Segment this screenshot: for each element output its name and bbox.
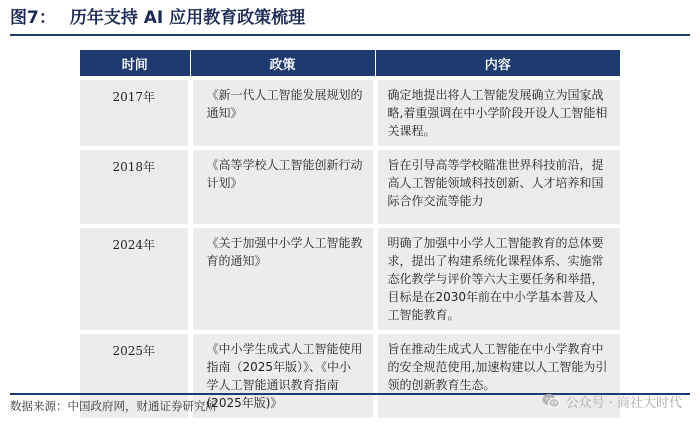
table-row (80, 78, 620, 148)
row-content: 旨在引导高等学校瞄准世界科技前沿，提高人工智能领域科技创新、人才培养和国际合作交流等能力 (375, 148, 620, 226)
row-policy: 《高等学校人工智能创新行动计划》 (190, 148, 375, 226)
row-year: 2018年 (80, 148, 190, 226)
row-year: 2025年 (80, 332, 190, 418)
row-policy: 《关于加强中小学人工智能教育的通知》 (190, 226, 375, 332)
header-policy: 政策 (190, 50, 375, 78)
row-year: 2017年 (80, 78, 190, 148)
table-row (80, 148, 620, 226)
row-year: 2024年 (80, 226, 190, 332)
table-row (80, 226, 620, 332)
header-content: 内容 (375, 50, 620, 78)
row-content: 旨在推动生成式人工智能在中小学教育中的安全规范使用,加速构建以人工智能为引领的创新教育生态。 (375, 332, 620, 418)
figure-number: 图7： (10, 8, 56, 28)
watermark-text: 公众号 · 商社大时代 (565, 395, 682, 411)
row-policy: 《新一代人工智能发展规划的通知》 (190, 78, 375, 148)
table-header-row (80, 50, 620, 78)
wechat-icon (542, 393, 560, 409)
policy-table (80, 50, 620, 418)
figure-title-text: 历年支持 AI 应用教育政策梳理 (69, 8, 306, 28)
row-policy: 《中小学生成式人工智能使用指南（2025年版）》、《中小学人工智能通识教育指南(2025年版)》 (190, 332, 375, 418)
header-time: 时间 (80, 50, 190, 78)
source-text: 数据来源：中国政府网，财通证券研究所 (10, 399, 217, 413)
row-content: 明确了加强中小学人工智能教育的总体要求，提出了构建系统化课程体系、实施常态化教学与评价等六大主要任务和举措，目标是在2030年前在中小学基本普及人工智能教育。 (375, 226, 620, 332)
watermark (542, 392, 682, 410)
figure-title (10, 4, 690, 36)
row-content: 确定地提出将人工智能发展确立为国家战略,着重强调在中小学阶段开设人工智能相关课程。 (375, 78, 620, 148)
